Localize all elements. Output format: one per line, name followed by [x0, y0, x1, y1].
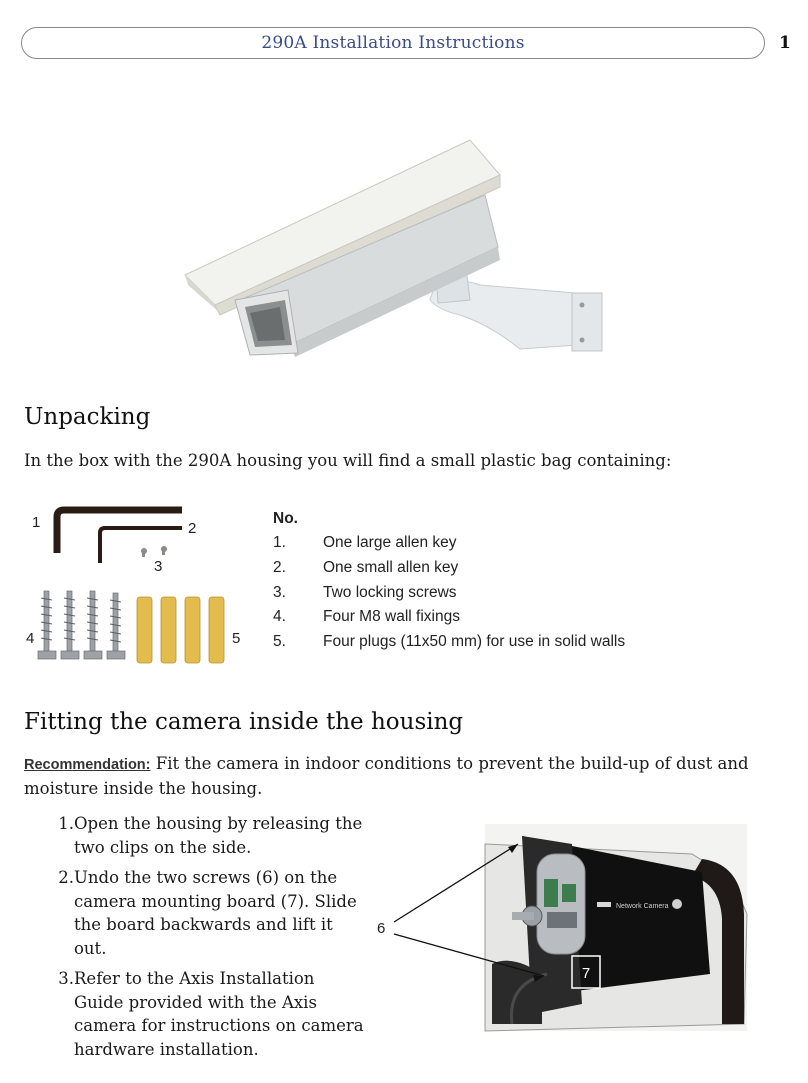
parts-list-header: No. — [273, 510, 298, 527]
part-label-1: 1 — [32, 514, 41, 531]
item-number: 4. — [273, 608, 286, 626]
camera-mounting-photo — [372, 824, 752, 1034]
unpacking-heading: Unpacking — [24, 404, 151, 430]
camera-label: Network Camera — [616, 903, 669, 910]
list-item — [44, 967, 364, 1061]
camera-housing-illustration — [180, 135, 605, 367]
item-text: One small allen key — [323, 558, 459, 576]
parts-list — [273, 506, 625, 655]
part-label-4: 4 — [26, 630, 35, 647]
item-number: 2. — [273, 558, 286, 576]
part-label-5: 5 — [232, 630, 241, 647]
item-number: 3. — [273, 583, 286, 601]
item-text: One large allen key — [323, 534, 457, 551]
document-title: 290A Installation Instructions — [261, 33, 525, 53]
list-item — [273, 581, 625, 606]
unpacking-intro: In the box with the 290A housing you will find a small plastic bag containing: — [24, 451, 672, 470]
list-item — [273, 605, 625, 630]
fitting-heading: Fitting the camera inside the housing — [24, 709, 464, 735]
item-text: Four M8 wall fixings — [323, 608, 460, 626]
step-text: Open the housing by releasing the two clips on the side. — [74, 814, 363, 857]
step-text: Undo the two screws (6) on the camera mounting board (7). Slide the board backwards and lift it out. — [74, 868, 357, 958]
list-item — [44, 812, 364, 859]
step-number: 1. — [58, 814, 74, 833]
recommendation-label: Recommendation: — [24, 757, 151, 773]
list-item — [273, 531, 625, 556]
recommendation-text: Fit the camera in indoor conditions to prevent the build-up of dust and moisture inside the housing. — [24, 754, 749, 798]
step-number: 2. — [58, 868, 74, 887]
recommendation — [24, 752, 784, 800]
list-item — [273, 556, 625, 581]
part-label-2: 2 — [188, 520, 197, 537]
item-text: Two locking screws — [323, 583, 457, 601]
step-number: 3. — [58, 969, 74, 988]
board-label-7: 7 — [581, 965, 591, 982]
header-bar — [21, 27, 765, 59]
page-number: 1 — [779, 33, 791, 53]
screw-label-6: 6 — [377, 920, 386, 937]
steps-list — [44, 812, 364, 1068]
list-item — [273, 630, 625, 655]
step-text: Refer to the Axis Installation Guide provided with the Axis camera for instructions on camera hardware installation. — [74, 969, 364, 1059]
list-item — [44, 866, 364, 960]
item-number: 5. — [273, 633, 286, 651]
item-number: 1. — [273, 534, 286, 551]
parts-illustration — [24, 503, 254, 673]
part-label-3: 3 — [154, 558, 163, 575]
item-text: Four plugs (11x50 mm) for use in solid walls — [323, 633, 626, 651]
